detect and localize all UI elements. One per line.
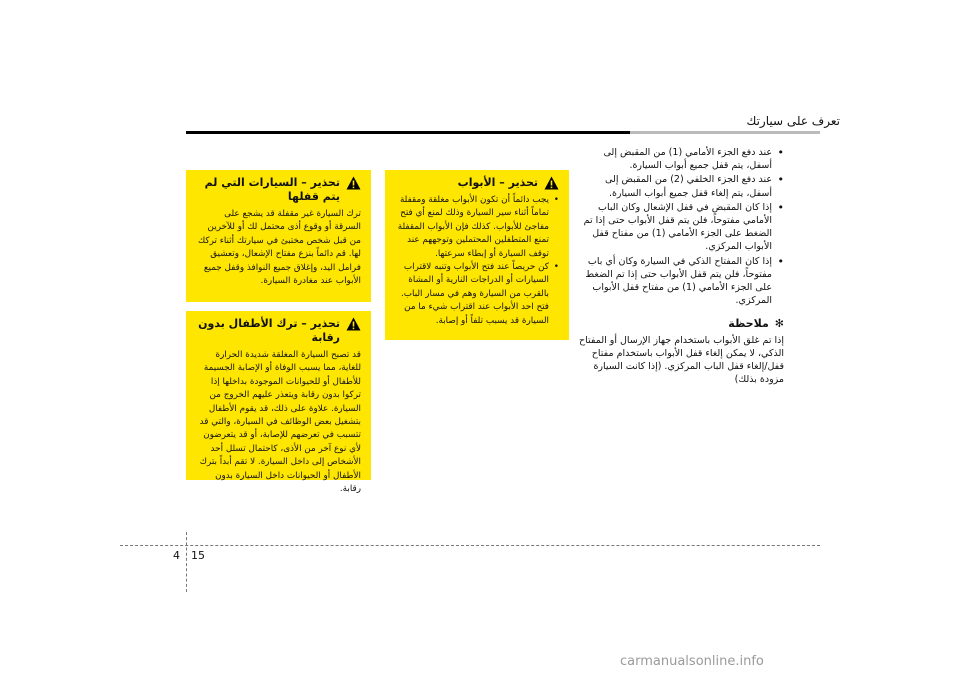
note-body: إذا تم غلق الأبواب باستخدام جهاز الإرسال أو المفتاح الذكي، لا يمكن إلغاء قفل الأبواب باستخدام مفتاح قفل/إلغاء قفل الباب المركزي. (إذا كانت السيارة مزودة بذلك) — [579, 334, 784, 386]
warning-box-body: ترك السيارة غير مقفلة قد يشجع على السرقة أو وقوع أذى محتمل لك أو للآخرين من قبل شخص مختبئ في سيارتك أثناء تركك لها. قم دائماً بنزع مفتاح الإشعال، وتعشيق فرامل اليد، وإغلاق جميع النوافذ وقفل جميع الأبواب عند مغادرة السيارة. — [198, 209, 361, 287]
page-number: 15 — [191, 549, 205, 562]
list-item: • عند دفع الجزء الأمامي (1) من المقبض إلى أسفل، يتم قفل جميع أبواب السيارة. — [578, 146, 784, 172]
warning-triangle-icon — [544, 176, 559, 190]
list-item: • إذا كان المقبض في قفل الإشعال وكان الباب الأمامي مفتوحاً، فلن يتم قفل الأبواب حتى إذا تم الضغط على الجزء الأمامي (1) من مفتاح قفل الأبواب المركزي. — [578, 201, 784, 254]
warning-triangle-icon — [346, 317, 361, 331]
header-title: تعرف على سيارتك — [746, 114, 840, 128]
list-item: • كن حريصاً عند فتح الأبواب وتنبه لاقتراب السيارات أو الدراجات النارية أو المشاة بالقرب من السيارة وهم في مسار الباب. فتح احد الأبواب عند اقتراب شيء ما من السيارة قد يسبب تلفاً أو إصابة. — [395, 261, 559, 328]
warning-box-title-text: تحذير – ترك الأطفال بدون رقابة — [198, 317, 340, 344]
list-item: • إذا كان المفتاح الذكي في السيارة وكان أي باب مفتوحاً، فلن يتم قفل الأبواب حتى إذا تم الضغط على الجزء الأمامي (1) من مفتاح قفل الأبواب المركزي. — [578, 255, 784, 308]
warning-box-doors — [385, 170, 569, 340]
warning-box-unlocked-vehicles — [186, 170, 371, 302]
warning-box-title — [395, 176, 559, 190]
warning-box-title-text: تحذير – السيارات التي لم يتم قفلها — [204, 176, 340, 203]
note-heading-label: ملاحظة — [728, 317, 769, 331]
footer-rule — [120, 545, 820, 546]
warning-box-title-text: تحذير – الأبواب — [457, 176, 538, 189]
warning-box-body: قد تصبح السيارة المغلقة شديدة الحرارة للغاية، مما يسبب الوفاة أو الإصابة الجسيمة للأطفال أو للحيوانات الموجودة بداخلها إذا تركوا بدون رقابة ويتعذر عليهم الخروج من السيارة. علاوة على ذلك، قد يقوم الأطفال بتشغيل بعض الوظائف في السيارة، والتي قد تتسبب في تعرضهم للإصابة، أو قد يتعرضون لأي نوع آخر من الأذى، كاحتمال تسلل أحد الأشخاص إلى داخل السيارة. لا تقم أبداً بترك الأطفال أو الحيوانات داخل السيارة بدون رقابة. — [199, 350, 361, 495]
note-heading — [578, 317, 784, 330]
list-item: • عند دفع الجزء الخلفي (2) من المقبض إلى أسفل، يتم إلغاء قفل جميع أبواب السيارة. — [578, 173, 784, 199]
warning-box-title — [196, 317, 361, 345]
note-star-icon: ✻ — [774, 317, 784, 331]
warning-triangle-icon — [346, 176, 361, 190]
warning-box-unattended-children — [186, 311, 371, 495]
header-rule — [186, 131, 820, 134]
footer-divider — [186, 532, 187, 592]
watermark: carmanualsonline.info — [620, 654, 764, 669]
door-lock-bullet-list — [578, 146, 784, 307]
list-item: • يجب دائماً أن تكون الأبواب مغلقة ومقفلة تماماً أثناء سير السيارة وذلك لمنع أي فتح مفاجئ للأبواب. كذلك فإن الأبواب المقفلة تمنع المتطفلين المحتملين وتوجههم عند توقف السيارة أو إبطاء سرعتها. — [395, 194, 559, 261]
section-number: 4 — [173, 549, 180, 562]
right-column — [578, 146, 784, 386]
warning-box-title — [196, 176, 361, 204]
warning-box-list — [395, 194, 559, 328]
